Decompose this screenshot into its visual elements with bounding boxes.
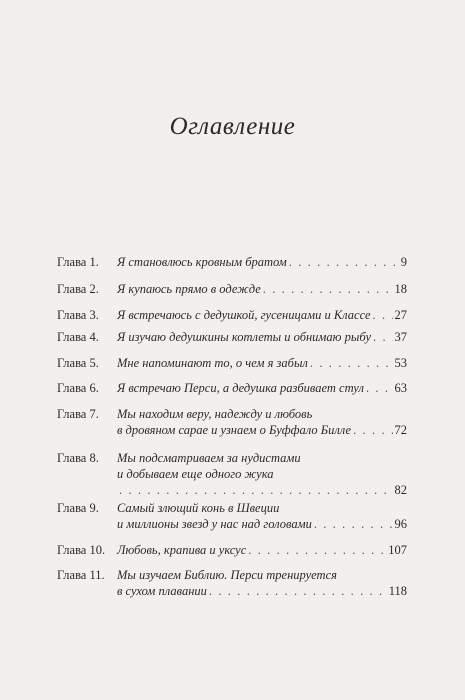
chapter-label: Глава 3. bbox=[57, 308, 99, 322]
leader-dots bbox=[366, 380, 393, 396]
toc-entry-chapter-7 bbox=[57, 406, 407, 438]
chapter-title: Я изучаю дедушкины котлеты и обнимаю рыбу bbox=[117, 330, 371, 344]
toc-entry-chapter-11 bbox=[57, 567, 407, 599]
chapter-title-continued: и добываем еще одного жука bbox=[117, 467, 274, 481]
leader-dots bbox=[353, 422, 392, 438]
chapter-title: Любовь, крапива и уксус bbox=[117, 543, 247, 557]
page-number: 18 bbox=[394, 282, 407, 296]
page-number: 27 bbox=[394, 308, 407, 322]
chapter-label: Глава 2. bbox=[57, 282, 99, 296]
page-number: 72 bbox=[394, 423, 407, 437]
toc-entry-chapter-1 bbox=[57, 254, 407, 270]
chapter-label: Глава 6. bbox=[57, 381, 99, 395]
chapter-title-continued: и миллионы звезд у нас над головами bbox=[117, 517, 312, 531]
chapter-label: Глава 7. bbox=[57, 407, 99, 421]
page-number: 82 bbox=[394, 483, 407, 497]
leader-dots bbox=[248, 542, 386, 558]
page-number: 107 bbox=[388, 543, 407, 557]
leader-dots bbox=[119, 482, 393, 498]
chapter-title: Я встречаю Перси, а дедушка разбивает стул bbox=[117, 381, 364, 395]
leader-dots bbox=[373, 329, 393, 345]
toc-entry-chapter-4 bbox=[57, 329, 407, 345]
leader-dots bbox=[373, 307, 393, 323]
page-number: 37 bbox=[394, 330, 407, 344]
toc-entry-chapter-5 bbox=[57, 355, 407, 371]
leader-dots bbox=[209, 583, 387, 599]
chapter-label: Глава 1. bbox=[57, 255, 99, 269]
chapter-label: Глава 5. bbox=[57, 356, 99, 370]
toc-entry-chapter-10 bbox=[57, 542, 407, 558]
chapter-title: Самый злющий конь в Швеции bbox=[117, 501, 280, 515]
chapter-title: Мы изучаем Библию. Перси тренируется bbox=[117, 568, 337, 582]
toc-entry-chapter-3 bbox=[57, 307, 407, 323]
page-number: 9 bbox=[400, 255, 407, 269]
chapter-label: Глава 8. bbox=[57, 451, 99, 465]
page-number: 118 bbox=[388, 584, 407, 598]
page-title: Оглавление bbox=[169, 113, 296, 140]
page-number: 96 bbox=[394, 517, 407, 531]
leader-dots bbox=[263, 281, 393, 297]
chapter-title-continued: в сухом плавании bbox=[117, 584, 207, 598]
chapter-title: Мне напоминают то, о чем я забыл bbox=[117, 356, 308, 370]
chapter-label: Глава 11. bbox=[57, 568, 105, 582]
chapter-title: Я становлюсь кровным братом bbox=[117, 255, 287, 269]
page-number: 63 bbox=[394, 381, 407, 395]
chapter-title-continued: в дровяном сарае и узнаем о Буффало Билле bbox=[117, 423, 352, 437]
chapter-label: Глава 9. bbox=[57, 501, 99, 515]
leader-dots bbox=[314, 516, 393, 532]
toc-entry-chapter-6 bbox=[57, 380, 407, 396]
chapter-title: Мы находим веру, надежду и любовь bbox=[117, 407, 313, 421]
page-number: 53 bbox=[394, 356, 407, 370]
chapter-title: Я встречаюсь с дедушкой, гусеницами и Классе bbox=[117, 308, 371, 322]
chapter-title: Мы подсматриваем за нудистами bbox=[117, 451, 301, 465]
toc-entry-chapter-8 bbox=[57, 450, 407, 498]
chapter-label: Глава 10. bbox=[57, 543, 106, 557]
toc-entry-chapter-9 bbox=[57, 500, 407, 532]
chapter-title: Я купаюсь прямо в одежде bbox=[117, 282, 261, 296]
chapter-label: Глава 4. bbox=[57, 330, 99, 344]
leader-dots bbox=[289, 254, 399, 270]
leader-dots bbox=[310, 355, 393, 371]
toc-entry-chapter-2 bbox=[57, 281, 407, 297]
